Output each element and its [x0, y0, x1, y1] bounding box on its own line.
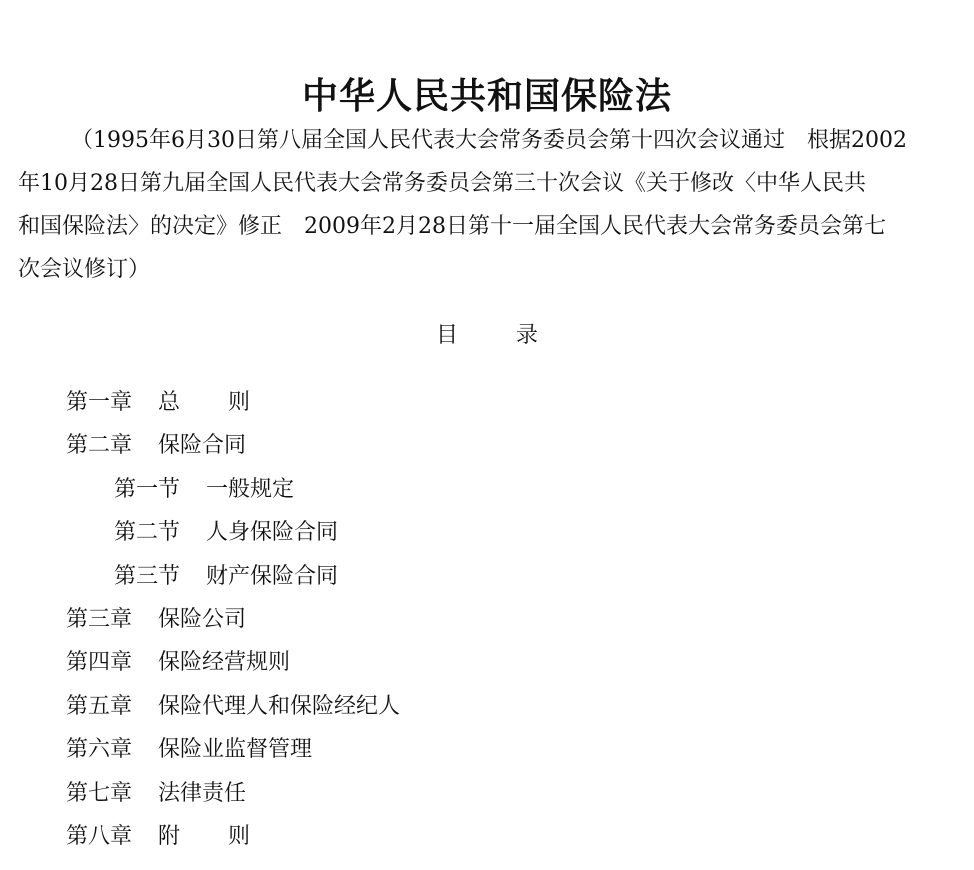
toc-item-number: 第一节	[114, 476, 181, 502]
toc-item-section-3[interactable]	[0, 555, 974, 598]
preamble	[18, 119, 948, 291]
toc-item-chapter-3[interactable]	[0, 598, 974, 641]
preamble-line-4: 次会议修订）	[18, 257, 151, 282]
toc-item-title: 总则	[158, 390, 299, 415]
toc-item-number: 第二章	[66, 433, 133, 459]
toc-item-chapter-1[interactable]	[0, 381, 974, 424]
toc-item-chapter-2[interactable]	[0, 424, 974, 467]
toc-item-number: 第三节	[114, 563, 181, 589]
toc-item-number: 第七章	[66, 780, 133, 806]
preamble-line-2: 年10月28日第九届全国人民代表大会常务委员会第三十次会议《关于修改〈中华人民共	[18, 171, 866, 196]
table-of-contents	[0, 381, 974, 858]
document-title: 中华人民共和国保险法	[301, 75, 672, 118]
toc-item-title: 保险代理人和保险经纪人	[158, 693, 401, 719]
toc-item-chapter-7[interactable]	[0, 772, 974, 815]
preamble-line-3: 和国保险法〉的决定》修正 2009年2月28日第十一届全国人民代表大会常务委员会第七	[18, 214, 886, 239]
toc-item-number: 第三章	[66, 606, 133, 632]
toc-item-number: 第六章	[66, 737, 133, 763]
toc-item-chapter-6[interactable]	[0, 728, 974, 771]
toc-item-section-2[interactable]	[0, 511, 974, 554]
toc-item-number: 第五章	[66, 693, 133, 719]
toc-heading: 目 录	[435, 323, 539, 348]
toc-item-number: 第四章	[66, 650, 133, 676]
toc-item-title: 附则	[158, 823, 299, 849]
toc-item-number: 第二节	[114, 520, 181, 546]
toc-item-title: 一般规定	[206, 476, 295, 502]
toc-item-section-1[interactable]	[0, 468, 974, 511]
toc-item-number: 第一章	[66, 390, 133, 415]
toc-item-number: 第八章	[66, 823, 133, 849]
preamble-line-1: （1995年6月30日第八届全国人民代表大会常务委员会第十四次会议通过 根据2002	[71, 128, 907, 153]
toc-item-title: 法律责任	[158, 780, 247, 806]
toc-item-title: 保险业监督管理	[158, 737, 313, 763]
toc-item-title: 人身保险合同	[206, 520, 339, 546]
toc-item-title: 保险经营规则	[158, 650, 291, 676]
toc-item-chapter-8[interactable]	[0, 815, 974, 858]
toc-item-chapter-4[interactable]	[0, 641, 974, 684]
toc-item-title: 财产保险合同	[206, 563, 339, 589]
toc-item-title: 保险合同	[158, 433, 247, 459]
toc-item-title: 保险公司	[158, 606, 247, 632]
toc-item-chapter-5[interactable]	[0, 685, 974, 728]
